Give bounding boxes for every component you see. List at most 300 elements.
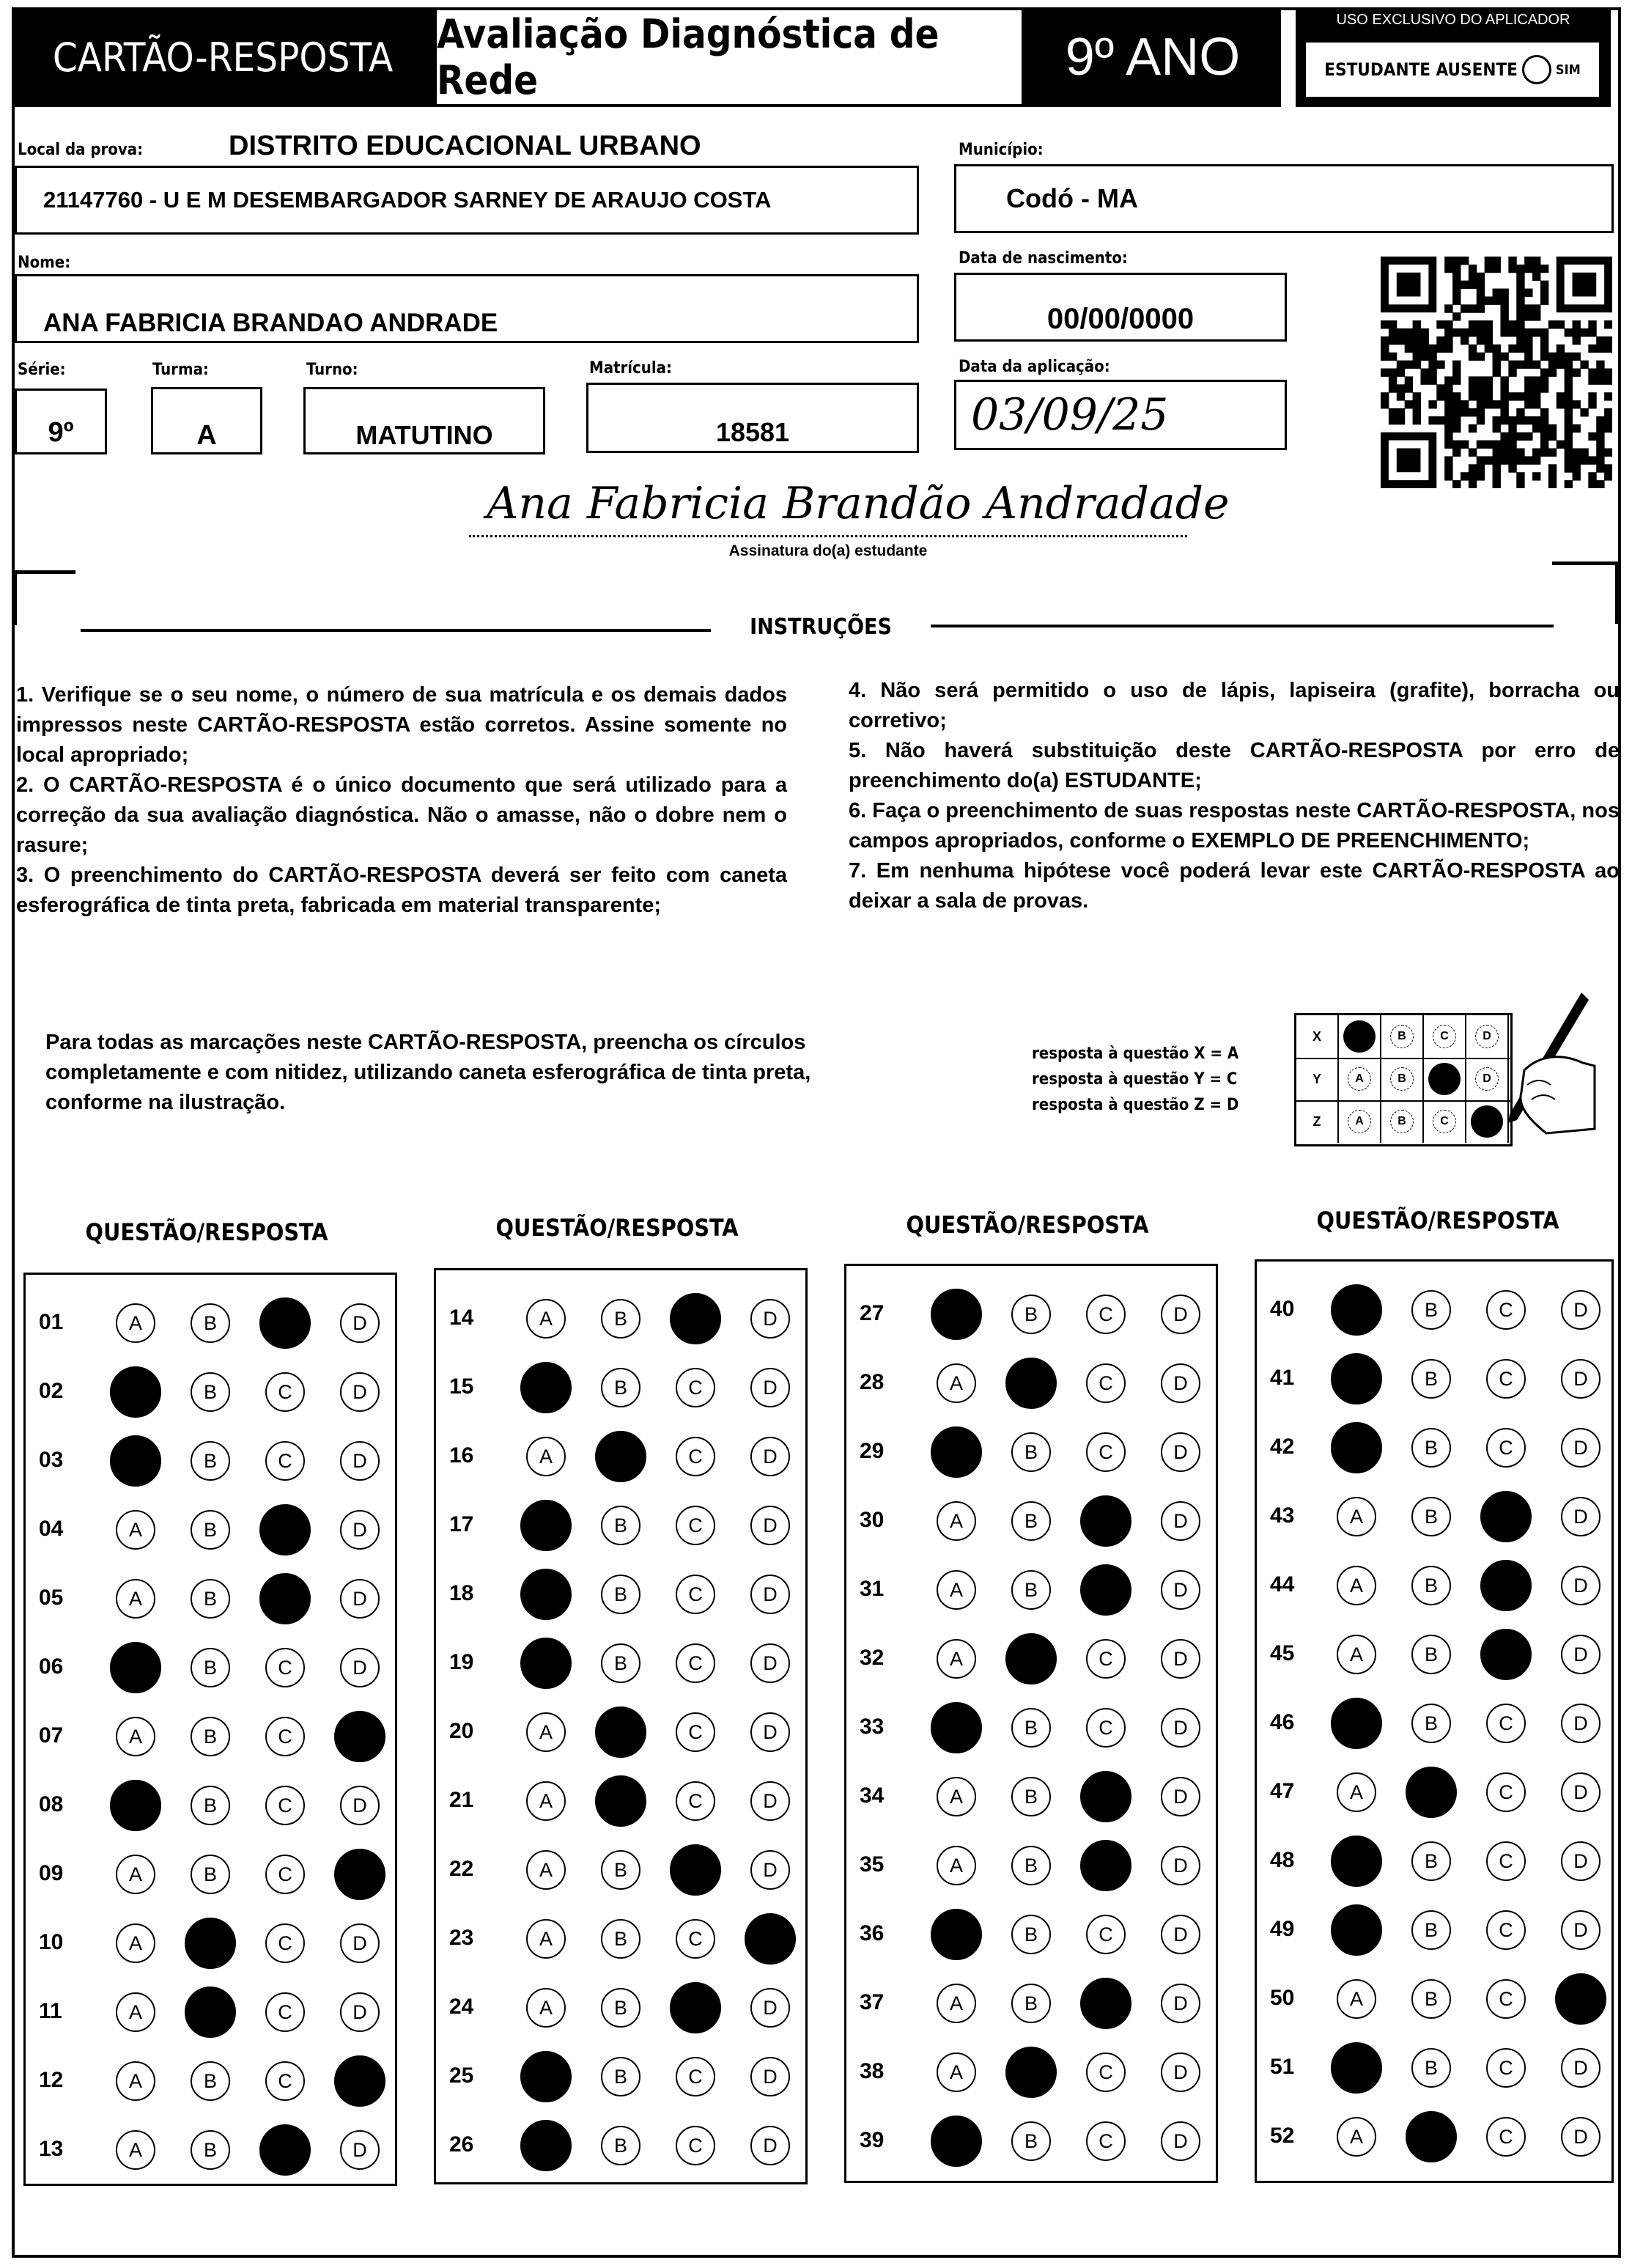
answer-bubble-23-d[interactable] <box>745 1913 796 1965</box>
question-number: 34 <box>860 1783 885 1808</box>
question-number: 20 <box>449 1719 474 1743</box>
example-bubble-x-c: C <box>1433 1025 1456 1048</box>
answer-bubble-39-b[interactable]: B <box>1011 2121 1051 2161</box>
answer-bubble-35-a[interactable]: A <box>937 1846 976 1885</box>
answer-bubble-34-a[interactable]: A <box>937 1777 976 1816</box>
answer-bubble-20-c[interactable]: C <box>676 1712 715 1752</box>
turno-field <box>303 387 545 454</box>
answer-bubble-38-d[interactable]: D <box>1161 2052 1200 2092</box>
signature-caption: Assinatura do(a) estudante <box>728 542 928 559</box>
answer-bubble-29-b[interactable]: B <box>1011 1432 1051 1472</box>
answer-bubble-27-b[interactable]: B <box>1011 1295 1051 1334</box>
answer-bubble-34-d[interactable]: D <box>1161 1777 1200 1816</box>
answer-bubble-21-d[interactable]: D <box>750 1781 790 1821</box>
answer-bubble-20-b[interactable] <box>595 1706 646 1758</box>
answer-bubble-03-c[interactable]: C <box>265 1441 305 1481</box>
answer-bubble-52-d[interactable]: D <box>1561 2117 1600 2157</box>
question-number: 21 <box>449 1788 474 1812</box>
question-number: 11 <box>39 1999 62 2023</box>
question-number: 51 <box>1270 2055 1295 2079</box>
question-number: 14 <box>449 1306 474 1330</box>
question-number: 09 <box>39 1861 64 1885</box>
answer-bubble-17-b[interactable]: B <box>601 1506 640 1545</box>
answer-bubble-14-b[interactable]: B <box>601 1299 640 1339</box>
question-number: 37 <box>860 1990 885 2014</box>
answer-bubble-04-b[interactable]: B <box>191 1510 230 1550</box>
answer-bubble-18-d[interactable]: D <box>750 1575 790 1614</box>
example-bubble-y-a: A <box>1348 1067 1371 1091</box>
answer-bubble-11-a[interactable]: A <box>116 1992 155 2032</box>
municipio-label: Município: <box>959 141 1044 159</box>
answer-bubble-11-b[interactable] <box>185 1987 236 2038</box>
answer-bubble-15-d[interactable]: D <box>750 1368 790 1407</box>
answer-bubble-32-d[interactable]: D <box>1161 1639 1200 1679</box>
answer-bubble-35-d[interactable]: D <box>1161 1846 1200 1885</box>
answer-bubble-30-d[interactable]: D <box>1161 1501 1200 1541</box>
example-cell <box>1381 1015 1424 1058</box>
answer-column-2 <box>434 1268 808 2184</box>
question-number: 29 <box>860 1439 885 1463</box>
answer-bubble-36-d[interactable]: D <box>1161 1915 1200 1954</box>
answer-bubble-10-a[interactable]: A <box>116 1923 155 1963</box>
answer-bubble-26-d[interactable]: D <box>750 2126 790 2165</box>
serie-field <box>15 389 107 454</box>
answer-bubble-43-b[interactable]: B <box>1411 1497 1451 1536</box>
nome-label: Nome: <box>18 254 71 272</box>
answer-bubble-22-c[interactable] <box>670 1844 721 1896</box>
example-bubble-y-d: D <box>1475 1067 1499 1091</box>
applicator-panel <box>1296 7 1611 107</box>
answer-bubble-37-a[interactable]: A <box>937 1984 976 2023</box>
answer-bubble-45-b[interactable]: B <box>1411 1635 1451 1674</box>
answer-bubble-01-a[interactable]: A <box>116 1303 155 1343</box>
answer-bubble-22-d[interactable]: D <box>750 1850 790 1890</box>
question-number: 36 <box>860 1921 885 1945</box>
answer-bubble-33-a[interactable] <box>931 1702 982 1753</box>
answer-bubble-20-a[interactable]: A <box>526 1712 566 1752</box>
signature: Ana Fabricia Brandão Andradade <box>487 478 1230 529</box>
answer-bubble-39-d[interactable]: D <box>1161 2121 1200 2161</box>
answer-bubble-01-c[interactable] <box>259 1297 311 1349</box>
question-number: 42 <box>1270 1435 1295 1459</box>
question-number: 41 <box>1270 1366 1295 1390</box>
answer-bubble-32-b[interactable] <box>1005 1633 1057 1685</box>
example-bubble-x-d: D <box>1475 1025 1499 1048</box>
nascimento-value: 00/00/0000 <box>1046 302 1195 335</box>
instr-rule-left <box>81 629 711 632</box>
answer-bubble-08-a[interactable] <box>110 1780 161 1831</box>
answer-bubble-45-a[interactable]: A <box>1337 1635 1376 1674</box>
answer-bubble-19-c[interactable]: C <box>676 1643 715 1683</box>
question-number: 32 <box>860 1646 885 1670</box>
absent-label: ESTUDANTE AUSENTE <box>1324 59 1518 80</box>
instruction-5: 5. Não haverá substituição deste CARTÃO-RESPOSTA por erro de preenchimento do(a) ESTUDANTE; <box>849 739 1620 792</box>
absent-box <box>1306 43 1599 97</box>
answer-bubble-30-b[interactable]: B <box>1011 1501 1051 1541</box>
grade-label: 9º ANO <box>1024 7 1281 107</box>
question-number: 06 <box>39 1654 64 1679</box>
question-number: 33 <box>860 1715 885 1739</box>
answer-bubble-39-a[interactable] <box>931 2116 982 2167</box>
answer-bubble-27-d[interactable]: D <box>1161 1295 1200 1334</box>
answer-bubble-46-d[interactable]: D <box>1561 1704 1600 1743</box>
instr-rule-right <box>931 625 1554 627</box>
col3-header: QUESTÃO/RESPOSTA <box>906 1211 1149 1239</box>
question-number: 03 <box>39 1448 64 1472</box>
answer-bubble-06-c[interactable]: C <box>265 1648 305 1687</box>
answer-bubble-10-c[interactable]: C <box>265 1923 305 1963</box>
answer-bubble-14-c[interactable] <box>670 1293 721 1344</box>
answer-bubble-49-b[interactable]: B <box>1411 1910 1451 1950</box>
answer-bubble-26-a[interactable] <box>520 2120 572 2171</box>
answer-bubble-48-c[interactable]: C <box>1486 1841 1526 1881</box>
question-number: 23 <box>449 1926 474 1950</box>
answer-bubble-51-d[interactable]: D <box>1561 2048 1600 2088</box>
answer-bubble-51-a[interactable] <box>1331 2042 1382 2094</box>
question-number: 44 <box>1270 1572 1295 1597</box>
answer-bubble-25-d[interactable]: D <box>750 2057 790 2096</box>
question-number: 40 <box>1270 1297 1295 1321</box>
answer-bubble-37-d[interactable]: D <box>1161 1984 1200 2023</box>
question-number: 48 <box>1270 1848 1295 1872</box>
answer-bubble-23-b[interactable]: B <box>601 1919 640 1959</box>
corner-top-left <box>13 570 75 625</box>
answer-bubble-18-b[interactable]: B <box>601 1575 640 1614</box>
example-row <box>1296 1058 1510 1102</box>
answer-bubble-17-d[interactable]: D <box>750 1506 790 1545</box>
answer-bubble-52-a[interactable]: A <box>1337 2117 1376 2157</box>
answer-bubble-07-d[interactable] <box>334 1711 385 1762</box>
answer-bubble-12-c[interactable]: C <box>265 2061 305 2101</box>
answer-bubble-38-a[interactable]: A <box>937 2052 976 2092</box>
answer-bubble-40-a[interactable] <box>1331 1284 1382 1336</box>
answer-bubble-45-d[interactable]: D <box>1561 1635 1600 1674</box>
answer-bubble-51-b[interactable]: B <box>1411 2048 1451 2088</box>
answer-bubble-49-c[interactable]: C <box>1486 1910 1526 1950</box>
answer-bubble-29-c[interactable]: C <box>1086 1432 1126 1472</box>
answer-bubble-07-c[interactable]: C <box>265 1717 305 1756</box>
answer-bubble-18-c[interactable]: C <box>676 1575 715 1614</box>
answer-bubble-38-b[interactable] <box>1005 2047 1057 2098</box>
instruction-1: 1. Verifique se o seu nome, o número de sua matrícula e os demais dados impressos neste CARTÃO-RESPOSTA estão corretos. Assine somente no local apropriado; <box>16 683 787 767</box>
answer-bubble-21-a[interactable]: A <box>526 1781 566 1821</box>
absent-bubble[interactable] <box>1522 55 1551 84</box>
answer-bubble-09-a[interactable]: A <box>116 1855 155 1894</box>
card-title: CARTÃO-RESPOSTA <box>12 7 434 107</box>
answer-bubble-34-b[interactable]: B <box>1011 1777 1051 1816</box>
example-bubble-y-b: B <box>1390 1067 1414 1091</box>
nascimento-field <box>954 273 1287 342</box>
answer-bubble-03-a[interactable] <box>110 1435 161 1487</box>
answer-bubble-28-d[interactable]: D <box>1161 1363 1200 1403</box>
answer-bubble-47-d[interactable]: D <box>1561 1772 1600 1812</box>
answer-bubble-45-c[interactable] <box>1480 1629 1532 1680</box>
answer-bubble-37-b[interactable]: B <box>1011 1984 1051 2023</box>
question-number: 13 <box>39 2137 64 2161</box>
answer-bubble-38-c[interactable]: C <box>1086 2052 1126 2092</box>
legend-y: resposta à questão Y = C <box>1032 1070 1238 1089</box>
answer-bubble-11-d[interactable]: D <box>340 1992 380 2032</box>
answer-bubble-47-b[interactable] <box>1406 1767 1457 1818</box>
answer-bubble-07-a[interactable]: A <box>116 1717 155 1756</box>
answer-bubble-35-b[interactable]: B <box>1011 1846 1051 1885</box>
answer-bubble-44-c[interactable] <box>1480 1560 1532 1611</box>
answer-bubble-47-a[interactable]: A <box>1337 1772 1376 1812</box>
answer-bubble-42-d[interactable]: D <box>1561 1428 1600 1468</box>
pen-hand-icon <box>1495 990 1598 1136</box>
answer-bubble-48-a[interactable] <box>1331 1836 1382 1887</box>
question-number: 15 <box>449 1374 474 1399</box>
answer-bubble-50-a[interactable]: A <box>1337 1979 1376 2019</box>
answer-bubble-15-b[interactable]: B <box>601 1368 640 1407</box>
answer-bubble-18-a[interactable] <box>520 1569 572 1620</box>
answer-bubble-40-b[interactable]: B <box>1411 1290 1451 1330</box>
answer-bubble-52-c[interactable]: C <box>1486 2117 1526 2157</box>
answer-bubble-50-b[interactable]: B <box>1411 1979 1451 2019</box>
answer-bubble-17-c[interactable]: C <box>676 1506 715 1545</box>
answer-bubble-36-a[interactable] <box>931 1909 982 1960</box>
answer-bubble-31-c[interactable] <box>1080 1564 1131 1616</box>
answer-bubble-16-c[interactable]: C <box>676 1437 715 1476</box>
answer-bubble-11-c[interactable]: C <box>265 1992 305 2032</box>
answer-bubble-06-d[interactable]: D <box>340 1648 380 1687</box>
answer-bubble-13-a[interactable]: A <box>116 2130 155 2170</box>
answer-bubble-40-d[interactable]: D <box>1561 1290 1600 1330</box>
question-number: 22 <box>449 1857 474 1881</box>
answer-bubble-27-c[interactable]: C <box>1086 1295 1126 1334</box>
example-bubble-y-c <box>1428 1063 1461 1095</box>
municipio-value: Codó - MA <box>1006 183 1138 213</box>
answer-bubble-13-b[interactable]: B <box>191 2130 230 2170</box>
answer-bubble-12-a[interactable]: A <box>116 2061 155 2101</box>
turma-value: A <box>196 419 217 451</box>
answer-bubble-05-b[interactable]: B <box>191 1579 230 1619</box>
answer-bubble-16-b[interactable] <box>595 1431 646 1482</box>
example-bubble-x-a <box>1343 1020 1376 1053</box>
answer-bubble-22-a[interactable]: A <box>526 1850 566 1890</box>
answer-bubble-23-c[interactable]: C <box>676 1919 715 1959</box>
answer-bubble-12-b[interactable]: B <box>191 2061 230 2101</box>
answer-bubble-02-c[interactable]: C <box>265 1372 305 1412</box>
answer-bubble-41-d[interactable]: D <box>1561 1359 1600 1399</box>
answer-bubble-36-b[interactable]: B <box>1011 1915 1051 1954</box>
answer-bubble-02-b[interactable]: B <box>191 1372 230 1412</box>
answer-bubble-05-a[interactable]: A <box>116 1579 155 1619</box>
answer-column-1 <box>23 1273 397 2186</box>
answer-bubble-44-d[interactable]: D <box>1561 1566 1600 1605</box>
question-number: 31 <box>860 1577 885 1601</box>
answer-bubble-28-b[interactable] <box>1005 1358 1057 1409</box>
school-value: 21147760 - U E M DESEMBARGADOR SARNEY DE ARAUJO COSTA <box>43 187 772 213</box>
question-number: 27 <box>860 1301 885 1325</box>
instruction-4: 4. Não será permitido o uso de lápis, lapiseira (grafite), borracha ou corretivo; <box>849 679 1620 732</box>
answer-bubble-01-d[interactable]: D <box>340 1303 380 1343</box>
nome-value: ANA FABRICIA BRANDAO ANDRADE <box>43 309 498 337</box>
answer-bubble-02-a[interactable] <box>110 1366 161 1418</box>
answer-bubble-15-c[interactable]: C <box>676 1368 715 1407</box>
answer-bubble-21-b[interactable] <box>595 1775 646 1827</box>
answer-bubble-06-a[interactable] <box>110 1642 161 1693</box>
answer-bubble-16-d[interactable]: D <box>750 1437 790 1476</box>
answer-bubble-19-a[interactable] <box>520 1638 572 1689</box>
answer-bubble-13-d[interactable]: D <box>340 2130 380 2170</box>
question-number: 24 <box>449 1995 474 2019</box>
answer-bubble-31-d[interactable]: D <box>1161 1570 1200 1610</box>
answer-bubble-19-d[interactable]: D <box>750 1643 790 1683</box>
question-number: 30 <box>860 1508 885 1532</box>
answer-bubble-41-c[interactable]: C <box>1486 1359 1526 1399</box>
answer-bubble-25-b[interactable]: B <box>601 2057 640 2096</box>
answer-bubble-20-d[interactable]: D <box>750 1712 790 1752</box>
answer-bubble-41-b[interactable]: B <box>1411 1359 1451 1399</box>
answer-bubble-04-c[interactable] <box>259 1504 311 1555</box>
answer-bubble-42-c[interactable]: C <box>1486 1428 1526 1468</box>
answer-bubble-06-b[interactable]: B <box>191 1648 230 1687</box>
exam-title: Avaliação Diagnóstica de Rede <box>434 7 1024 107</box>
question-number: 50 <box>1270 1986 1295 2010</box>
answer-bubble-32-a[interactable]: A <box>937 1639 976 1679</box>
answer-bubble-24-a[interactable]: A <box>526 1988 566 2028</box>
example-cell <box>1424 1100 1466 1143</box>
answer-bubble-30-a[interactable]: A <box>937 1501 976 1541</box>
answer-bubble-29-a[interactable] <box>931 1426 982 1478</box>
question-number: 01 <box>39 1310 64 1334</box>
answer-bubble-17-a[interactable] <box>520 1500 572 1551</box>
example-cell <box>1381 1100 1424 1143</box>
question-number: 28 <box>860 1370 885 1394</box>
answer-bubble-08-b[interactable]: B <box>191 1786 230 1825</box>
answer-bubble-24-d[interactable]: D <box>750 1988 790 2028</box>
answer-bubble-46-a[interactable] <box>1331 1698 1382 1749</box>
answer-bubble-27-a[interactable] <box>931 1289 982 1340</box>
answer-bubble-03-d[interactable]: D <box>340 1441 380 1481</box>
answer-bubble-33-d[interactable]: D <box>1161 1708 1200 1748</box>
example-question: X <box>1296 1015 1339 1058</box>
answer-bubble-23-a[interactable]: A <box>526 1919 566 1959</box>
answer-bubble-52-b[interactable] <box>1406 2111 1457 2162</box>
answer-bubble-33-b[interactable]: B <box>1011 1708 1051 1748</box>
answer-bubble-24-b[interactable]: B <box>601 1988 640 2028</box>
nome-field <box>15 274 919 343</box>
answer-bubble-26-c[interactable]: C <box>676 2126 715 2165</box>
answer-bubble-32-c[interactable]: C <box>1086 1639 1126 1679</box>
answer-bubble-30-c[interactable] <box>1080 1495 1131 1547</box>
answer-bubble-22-b[interactable]: B <box>601 1850 640 1890</box>
instructions-title: INSTRUÇÕES <box>750 614 892 640</box>
answer-bubble-42-b[interactable]: B <box>1411 1428 1451 1468</box>
answer-bubble-05-d[interactable]: D <box>340 1579 380 1619</box>
answer-bubble-43-a[interactable]: A <box>1337 1497 1376 1536</box>
answer-bubble-04-d[interactable]: D <box>340 1510 380 1550</box>
answer-bubble-10-b[interactable] <box>185 1918 236 1969</box>
answer-bubble-04-a[interactable]: A <box>116 1510 155 1550</box>
answer-bubble-07-b[interactable]: B <box>191 1717 230 1756</box>
answer-bubble-25-a[interactable] <box>520 2051 572 2102</box>
instruction-3: 3. O preenchimento do CARTÃO-RESPOSTA deverá ser feito com caneta esferográfica de tinta preta, fabricada em material transparente; <box>16 864 787 917</box>
answer-bubble-28-a[interactable]: A <box>937 1363 976 1403</box>
answer-bubble-50-c[interactable]: C <box>1486 1979 1526 2019</box>
turno-value: MATUTINO <box>355 420 493 450</box>
answer-bubble-01-b[interactable]: B <box>191 1303 230 1343</box>
answer-bubble-46-c[interactable]: C <box>1486 1704 1526 1743</box>
example-cell <box>1339 1058 1381 1100</box>
answer-bubble-39-c[interactable]: C <box>1086 2121 1126 2161</box>
local-label: Local da prova: <box>18 141 144 159</box>
answer-bubble-46-b[interactable]: B <box>1411 1704 1451 1743</box>
example-question: Z <box>1296 1100 1339 1143</box>
answer-bubble-03-b[interactable]: B <box>191 1441 230 1481</box>
answer-bubble-37-c[interactable] <box>1080 1978 1131 2029</box>
answer-bubble-50-d[interactable] <box>1555 1973 1606 2025</box>
answer-bubble-41-a[interactable] <box>1331 1353 1382 1404</box>
answer-bubble-48-b[interactable]: B <box>1411 1841 1451 1881</box>
answer-bubble-31-b[interactable]: B <box>1011 1570 1051 1610</box>
answer-bubble-43-c[interactable] <box>1480 1491 1532 1542</box>
example-row <box>1296 1100 1510 1143</box>
answer-bubble-09-d[interactable] <box>334 1849 385 1900</box>
answer-bubble-26-b[interactable]: B <box>601 2126 640 2165</box>
answer-bubble-10-d[interactable]: D <box>340 1923 380 1963</box>
answer-bubble-15-a[interactable] <box>520 1362 572 1413</box>
answer-bubble-44-a[interactable]: A <box>1337 1566 1376 1605</box>
answer-bubble-33-c[interactable]: C <box>1086 1708 1126 1748</box>
answer-bubble-42-a[interactable] <box>1331 1422 1382 1473</box>
answer-bubble-51-c[interactable]: C <box>1486 2048 1526 2088</box>
answer-bubble-16-a[interactable]: A <box>526 1437 566 1476</box>
answer-bubble-48-d[interactable]: D <box>1561 1841 1600 1881</box>
answer-bubble-08-d[interactable]: D <box>340 1786 380 1825</box>
applicator-label: USO EXCLUSIVO DO APLICADOR <box>1336 12 1570 28</box>
question-number: 05 <box>39 1586 64 1610</box>
answer-bubble-35-c[interactable] <box>1080 1840 1131 1891</box>
legend-x: resposta à questão X = A <box>1032 1045 1239 1063</box>
answer-bubble-14-a[interactable]: A <box>526 1299 566 1339</box>
answer-bubble-24-c[interactable] <box>670 1982 721 2033</box>
answer-bubble-19-b[interactable]: B <box>601 1643 640 1683</box>
answer-bubble-28-c[interactable]: C <box>1086 1363 1126 1403</box>
answer-bubble-40-c[interactable]: C <box>1486 1290 1526 1330</box>
question-number: 08 <box>39 1792 64 1816</box>
answer-bubble-34-c[interactable] <box>1080 1771 1131 1822</box>
answer-bubble-02-d[interactable]: D <box>340 1372 380 1412</box>
answer-bubble-43-d[interactable]: D <box>1561 1497 1600 1536</box>
answer-bubble-12-d[interactable] <box>334 2055 385 2107</box>
question-number: 43 <box>1270 1503 1295 1528</box>
answer-bubble-47-c[interactable]: C <box>1486 1772 1526 1812</box>
answer-bubble-44-b[interactable]: B <box>1411 1566 1451 1605</box>
answer-bubble-09-c[interactable]: C <box>265 1855 305 1894</box>
turno-label: Turno: <box>306 361 358 379</box>
answer-bubble-08-c[interactable]: C <box>265 1786 305 1825</box>
answer-bubble-36-c[interactable]: C <box>1086 1915 1126 1954</box>
answer-bubble-13-c[interactable] <box>259 2124 311 2176</box>
answer-bubble-25-c[interactable]: C <box>676 2057 715 2096</box>
qr-code <box>1381 257 1612 488</box>
example-text: Para todas as marcações neste CARTÃO-RESPOSTA, preencha os círculos completamente e com nitidez, utilizando caneta esferográfica de tinta preta, conforme na ilustração. <box>45 1031 811 1114</box>
answer-bubble-49-d[interactable]: D <box>1561 1910 1600 1950</box>
question-number: 25 <box>449 2063 474 2088</box>
answer-bubble-31-a[interactable]: A <box>937 1570 976 1610</box>
answer-bubble-29-d[interactable]: D <box>1161 1432 1200 1472</box>
answer-bubble-49-a[interactable] <box>1331 1904 1382 1956</box>
question-number: 02 <box>39 1379 64 1403</box>
question-number: 52 <box>1270 2124 1295 2148</box>
answer-bubble-05-c[interactable] <box>259 1573 311 1624</box>
answer-bubble-14-d[interactable]: D <box>750 1299 790 1339</box>
question-number: 46 <box>1270 1710 1295 1734</box>
answer-bubble-21-c[interactable]: C <box>676 1781 715 1821</box>
answer-bubble-09-b[interactable]: B <box>191 1855 230 1894</box>
